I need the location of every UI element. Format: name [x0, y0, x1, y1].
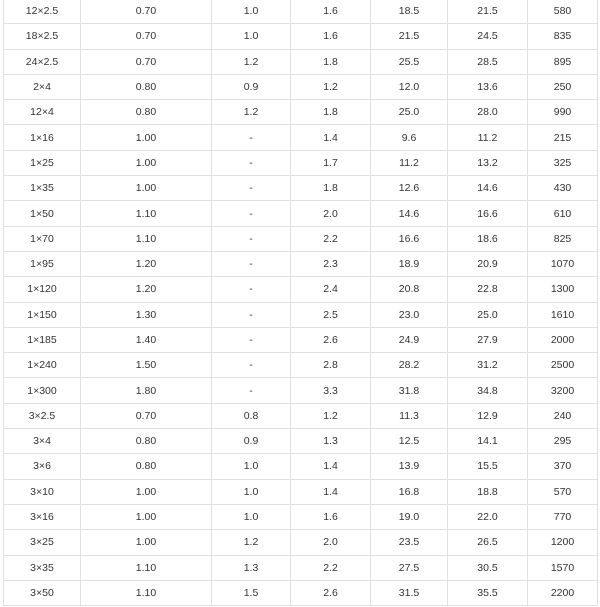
table-cell: 1.0 — [212, 24, 291, 49]
table-cell: 770 — [528, 504, 598, 529]
table-row — [4, 100, 598, 125]
table-cell: 25.0 — [448, 302, 528, 327]
table-cell: 1×300 — [4, 378, 81, 403]
table-cell: 14.1 — [448, 429, 528, 454]
table-cell: 2.3 — [291, 251, 371, 276]
table-cell: 1.8 — [291, 49, 371, 74]
table-cell: 35.5 — [448, 580, 528, 605]
table-cell: 1.20 — [81, 251, 212, 276]
table-row — [4, 403, 598, 428]
table-cell: 12.5 — [371, 429, 448, 454]
table-cell: 1.6 — [291, 0, 371, 24]
table-row — [4, 0, 598, 24]
table-cell: 21.5 — [371, 24, 448, 49]
table-cell: 31.5 — [371, 580, 448, 605]
table-cell: 1×185 — [4, 327, 81, 352]
table-cell: 1.0 — [212, 0, 291, 24]
table-cell: 1.6 — [291, 24, 371, 49]
table-cell: 1.50 — [81, 353, 212, 378]
table-row — [4, 277, 598, 302]
table-cell: 22.0 — [448, 504, 528, 529]
table-cell: - — [212, 353, 291, 378]
table-cell: 18×2.5 — [4, 24, 81, 49]
table-cell: 0.70 — [81, 403, 212, 428]
table-cell: 1.10 — [81, 580, 212, 605]
table-cell: 16.6 — [448, 201, 528, 226]
table-cell: 2.5 — [291, 302, 371, 327]
table-cell: 825 — [528, 226, 598, 251]
table-cell: 1×150 — [4, 302, 81, 327]
table-cell: - — [212, 150, 291, 175]
table-cell: 3×4 — [4, 429, 81, 454]
table-cell: 325 — [528, 150, 598, 175]
table-cell: 1.2 — [212, 49, 291, 74]
table-cell: 13.9 — [371, 454, 448, 479]
table-cell: 2.0 — [291, 201, 371, 226]
table-cell: 2.6 — [291, 580, 371, 605]
table-cell: 1.2 — [212, 100, 291, 125]
table-cell: 0.80 — [81, 74, 212, 99]
table-cell: 18.9 — [371, 251, 448, 276]
table-cell: 250 — [528, 74, 598, 99]
table-cell: 1.8 — [291, 176, 371, 201]
table-cell: 18.6 — [448, 226, 528, 251]
table-cell: 1.2 — [291, 403, 371, 428]
table-row — [4, 429, 598, 454]
table-cell: 19.0 — [371, 504, 448, 529]
table-cell: 240 — [528, 403, 598, 428]
table-row — [4, 74, 598, 99]
table-row — [4, 24, 598, 49]
table-cell: 1300 — [528, 277, 598, 302]
table-body — [4, 0, 598, 606]
table-cell: 22.8 — [448, 277, 528, 302]
table-cell: 1.4 — [291, 125, 371, 150]
table-row — [4, 353, 598, 378]
table-cell: - — [212, 378, 291, 403]
table-cell: 895 — [528, 49, 598, 74]
table-cell: 1.4 — [291, 454, 371, 479]
table-cell: 27.9 — [448, 327, 528, 352]
table-cell: 18.5 — [371, 0, 448, 24]
table-cell: 3×16 — [4, 504, 81, 529]
table-cell: 1×50 — [4, 201, 81, 226]
table-row — [4, 226, 598, 251]
table-cell: 20.8 — [371, 277, 448, 302]
table-cell: 3×25 — [4, 530, 81, 555]
table-cell: 0.8 — [212, 403, 291, 428]
table-cell: 11.3 — [371, 403, 448, 428]
table-cell: 835 — [528, 24, 598, 49]
table-row — [4, 176, 598, 201]
table-cell: 13.2 — [448, 150, 528, 175]
table-cell: - — [212, 226, 291, 251]
table-cell: 295 — [528, 429, 598, 454]
table-cell: 28.5 — [448, 49, 528, 74]
table-cell: 1.80 — [81, 378, 212, 403]
table-cell: 1×70 — [4, 226, 81, 251]
table-cell: 21.5 — [448, 0, 528, 24]
table-cell: 1.7 — [291, 150, 371, 175]
table-cell: 0.80 — [81, 100, 212, 125]
table-cell: 2.2 — [291, 555, 371, 580]
table-cell: 25.0 — [371, 100, 448, 125]
table-cell: 1.00 — [81, 176, 212, 201]
table-cell: 580 — [528, 0, 598, 24]
table-row — [4, 201, 598, 226]
table-cell: 20.9 — [448, 251, 528, 276]
table-cell: 23.5 — [371, 530, 448, 555]
table-cell: 1.00 — [81, 504, 212, 529]
table-row — [4, 555, 598, 580]
table-cell: 12.6 — [371, 176, 448, 201]
table-cell: 25.5 — [371, 49, 448, 74]
table-cell: 0.80 — [81, 454, 212, 479]
table-cell: 0.70 — [81, 0, 212, 24]
table-cell: 610 — [528, 201, 598, 226]
table-cell: 430 — [528, 176, 598, 201]
table-cell: 2200 — [528, 580, 598, 605]
table-cell: 13.6 — [448, 74, 528, 99]
table-cell: 370 — [528, 454, 598, 479]
table-cell: 16.6 — [371, 226, 448, 251]
table-cell: 2.0 — [291, 530, 371, 555]
table-row — [4, 479, 598, 504]
table-cell: 1070 — [528, 251, 598, 276]
table-cell: 12.0 — [371, 74, 448, 99]
table-cell: 2.4 — [291, 277, 371, 302]
table-cell: 26.5 — [448, 530, 528, 555]
table-cell: 15.5 — [448, 454, 528, 479]
table-cell: 1.00 — [81, 125, 212, 150]
table-cell: 18.8 — [448, 479, 528, 504]
table-cell: 570 — [528, 479, 598, 504]
table-cell: - — [212, 251, 291, 276]
table-cell: 3.3 — [291, 378, 371, 403]
table-cell: 34.8 — [448, 378, 528, 403]
table-cell: 14.6 — [448, 176, 528, 201]
table-cell: 0.9 — [212, 74, 291, 99]
table-cell: 16.8 — [371, 479, 448, 504]
table-cell: 1570 — [528, 555, 598, 580]
table-cell: 1.10 — [81, 555, 212, 580]
table-cell: 1200 — [528, 530, 598, 555]
table-row — [4, 125, 598, 150]
table-cell: 0.70 — [81, 24, 212, 49]
table-cell: 1.8 — [291, 100, 371, 125]
table-cell: - — [212, 176, 291, 201]
table-cell: 0.80 — [81, 429, 212, 454]
table-cell: - — [212, 302, 291, 327]
table-cell: 2500 — [528, 353, 598, 378]
table-row — [4, 251, 598, 276]
table-row — [4, 530, 598, 555]
table-cell: 215 — [528, 125, 598, 150]
table-cell: 24.5 — [448, 24, 528, 49]
table-cell: 11.2 — [371, 150, 448, 175]
table-row — [4, 150, 598, 175]
table-cell: 3×35 — [4, 555, 81, 580]
table-cell: 1610 — [528, 302, 598, 327]
table-cell: 31.2 — [448, 353, 528, 378]
table-cell: 1×16 — [4, 125, 81, 150]
table-cell: 0.9 — [212, 429, 291, 454]
table-cell: 990 — [528, 100, 598, 125]
table-cell: 9.6 — [371, 125, 448, 150]
table-cell: 2.6 — [291, 327, 371, 352]
table-row — [4, 580, 598, 605]
table-cell: 11.2 — [448, 125, 528, 150]
table-row — [4, 378, 598, 403]
table-cell: 1.00 — [81, 479, 212, 504]
table-cell: 24×2.5 — [4, 49, 81, 74]
table-cell: 30.5 — [448, 555, 528, 580]
table-cell: - — [212, 125, 291, 150]
table-cell: 31.8 — [371, 378, 448, 403]
table-cell: - — [212, 327, 291, 352]
table-cell: 1.5 — [212, 580, 291, 605]
table-cell: 2×4 — [4, 74, 81, 99]
table-cell: 1.3 — [212, 555, 291, 580]
table-cell: 1×95 — [4, 251, 81, 276]
table-cell: 1×25 — [4, 150, 81, 175]
table-cell: 23.0 — [371, 302, 448, 327]
table-cell: 12.9 — [448, 403, 528, 428]
table-cell: 3×50 — [4, 580, 81, 605]
table-cell: 24.9 — [371, 327, 448, 352]
table-cell: 14.6 — [371, 201, 448, 226]
table-row — [4, 504, 598, 529]
table-cell: 1.10 — [81, 201, 212, 226]
table-cell: 1.0 — [212, 454, 291, 479]
table-cell: 27.5 — [371, 555, 448, 580]
table-cell: - — [212, 277, 291, 302]
table-cell: 1×240 — [4, 353, 81, 378]
table-cell: 1.00 — [81, 530, 212, 555]
table-cell: 3200 — [528, 378, 598, 403]
table-cell: 2000 — [528, 327, 598, 352]
table-cell: 28.2 — [371, 353, 448, 378]
table-cell: 12×4 — [4, 100, 81, 125]
table-cell: - — [212, 201, 291, 226]
table-cell: 1×35 — [4, 176, 81, 201]
table-cell: 28.0 — [448, 100, 528, 125]
table-row — [4, 454, 598, 479]
table-cell: 1.30 — [81, 302, 212, 327]
table-cell: 1×120 — [4, 277, 81, 302]
table-cell: 3×2.5 — [4, 403, 81, 428]
table-row — [4, 49, 598, 74]
table-cell: 1.2 — [212, 530, 291, 555]
table-cell: 1.4 — [291, 479, 371, 504]
table-cell: 2.2 — [291, 226, 371, 251]
table-row — [4, 327, 598, 352]
table-cell: 0.70 — [81, 49, 212, 74]
table-cell: 1.6 — [291, 504, 371, 529]
table-cell: 1.0 — [212, 504, 291, 529]
table-cell: 1.3 — [291, 429, 371, 454]
table-cell: 2.8 — [291, 353, 371, 378]
table-cell: 12×2.5 — [4, 0, 81, 24]
table-cell: 1.2 — [291, 74, 371, 99]
table-cell: 1.00 — [81, 150, 212, 175]
table-cell: 1.20 — [81, 277, 212, 302]
table-cell: 1.10 — [81, 226, 212, 251]
table-cell: 3×10 — [4, 479, 81, 504]
cable-spec-table — [3, 0, 598, 606]
table-row — [4, 302, 598, 327]
table-cell: 3×6 — [4, 454, 81, 479]
table-cell: 1.40 — [81, 327, 212, 352]
table-cell: 1.0 — [212, 479, 291, 504]
